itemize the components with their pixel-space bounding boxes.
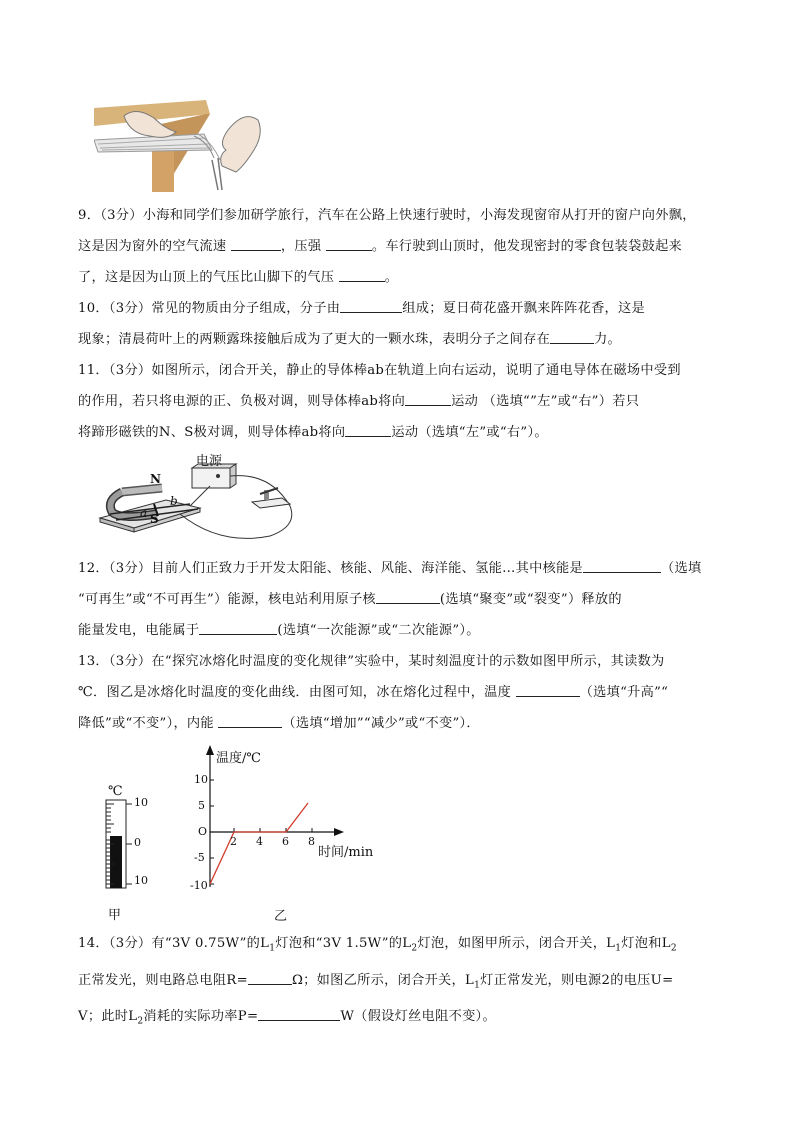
answer-blank[interactable]: [376, 589, 440, 604]
q14-text: 正常发光，则电路总电阻R=: [78, 972, 248, 988]
graph-ylabel: 温度/℃: [216, 751, 261, 766]
label-south: S: [150, 512, 159, 526]
q9-text: 了，这是因为山顶上的气压比山脚下的气压: [78, 270, 339, 285]
answer-blank[interactable]: [550, 329, 594, 344]
q10-text: 力。: [594, 332, 622, 347]
q14-text: 灯正常发光，则电源2的电压U=: [480, 972, 674, 988]
question-14: [78, 928, 718, 1038]
subscript: 2: [137, 1016, 144, 1027]
thermometer-tick-label: 10: [134, 796, 148, 809]
graph-origin-label: O: [198, 825, 208, 838]
q9-text: ，压强: [280, 239, 326, 254]
q11-text: 运动（选填“左”或“右”）。: [391, 425, 548, 440]
q11-text: 运动 （选填“”左”或“右”）若只: [451, 394, 640, 409]
q9-text: 。车行驶到山顶时，他发现密封的零食包装袋鼓起来: [371, 239, 683, 254]
graph-ytick-label: -10: [190, 879, 208, 892]
answer-blank[interactable]: [231, 236, 281, 251]
q12-text: (选填“聚变”或“裂变”）释放的: [439, 592, 622, 607]
q10-text: 组成；夏日荷花盛开飘来阵阵花香，这是: [402, 301, 646, 316]
graph-ytick-label: 5: [198, 799, 205, 812]
graph-xtick-label: 6: [282, 835, 289, 848]
q13-text: 降低”或“不变”），内能: [78, 716, 219, 731]
thermometer-tick-label: 10: [134, 874, 148, 887]
q11-line1: 11．（3分）如图所示，闭合开关，静止的导体棒ab在轨道上向右运动，说明了通电导体在磁场中受到: [78, 363, 681, 378]
graph-xlabel: 时间/min: [318, 845, 374, 860]
graph-xtick-label: 4: [256, 835, 263, 848]
q9-text: 。: [384, 270, 399, 285]
q12-text: （选填: [661, 561, 702, 576]
answer-blank[interactable]: [326, 236, 372, 251]
question-12: [78, 553, 718, 646]
q9-line1: 9．（3分）小海和同学们参加研学旅行，汽车在公路上快速行驶时，小海发现窗帘从打开的窗户向外飘，: [78, 208, 696, 223]
answer-blank[interactable]: [340, 298, 402, 313]
subscript: 1: [269, 943, 276, 954]
subscript: 1: [615, 943, 622, 954]
q13-text: ℃．图乙是冰熔化时温度的变化曲线．由图可知，冰在熔化过程中，温度: [78, 685, 516, 700]
q10-text: 10．（3分）常见的物质由分子组成，分子由: [78, 301, 341, 316]
thermometer-figure: [100, 780, 170, 923]
caption-jia: 甲: [108, 908, 122, 923]
thermometer-tick-label: 0: [134, 836, 141, 849]
graph-ytick-label: -5: [194, 851, 205, 864]
label-rod-b: b: [170, 494, 178, 508]
caption-yi: 乙: [274, 909, 288, 924]
magnet-rail-figure: [96, 452, 306, 548]
graph-xtick-label: 2: [230, 835, 237, 848]
answer-blank[interactable]: [516, 682, 580, 697]
q11-text: 将蹄形磁铁的N、S极对调，则导体棒ab将向: [78, 425, 346, 440]
answer-blank[interactable]: [339, 267, 385, 282]
q12-text: “可再生”或“不可再生”）能源，核电站利用原子核: [78, 592, 376, 607]
q14-text: 灯泡，如图甲所示，闭合开关，L: [417, 936, 616, 951]
q14-text: W（假设灯丝电阻不变）。: [340, 1009, 496, 1025]
question-13: [78, 646, 718, 739]
q10-text: 现象；清晨荷叶上的两颗露珠接触后成为了更大的一颗水珠，表明分子之间存在: [78, 332, 551, 347]
label-north: N: [150, 472, 161, 486]
graph-xtick-label: 8: [308, 835, 315, 848]
answer-blank[interactable]: [405, 391, 451, 406]
answer-blank[interactable]: [218, 713, 282, 728]
q13-text: （选填“增加”“减少”或“不变”）．: [282, 716, 480, 731]
question-9: [78, 200, 718, 293]
q14-text: V；此时L: [78, 1009, 138, 1025]
q12-text: (选填“一次能源”或“二次能源”）。: [277, 623, 480, 638]
answer-blank[interactable]: [345, 422, 391, 437]
q12-text: 12．（3分）目前人们正致力于开发太阳能、核能、风能、海洋能、氢能…其中核能是: [78, 561, 584, 576]
q11-text: 的作用，若只将电源的正、负极对调，则导体棒ab将向: [78, 394, 406, 409]
subscript: 1: [474, 980, 481, 991]
paper-stack-figure: [94, 100, 266, 192]
question-11: [78, 355, 718, 448]
q14-text: 14．（3分）有“3V 0.75W”的L: [78, 936, 270, 951]
label-power-source: 电源: [196, 454, 223, 469]
q14-text: 灯泡和“3V 1.5W”的L: [275, 936, 412, 951]
question-10: [78, 293, 718, 355]
q13-text: （选填“升高”“: [579, 685, 669, 700]
answer-blank[interactable]: [258, 1006, 340, 1021]
q14-text: Ω；如图乙所示，闭合开关，L: [291, 972, 475, 988]
label-rod-a: a: [140, 506, 148, 520]
thermometer-unit: ℃: [108, 784, 123, 799]
q14-text: 灯泡和L: [621, 936, 671, 951]
answer-blank[interactable]: [199, 620, 277, 635]
answer-blank[interactable]: [583, 558, 661, 573]
temperature-graph-figure: [190, 745, 390, 925]
graph-ytick-label: 10: [194, 773, 208, 786]
subscript: 2: [670, 943, 677, 954]
answer-blank[interactable]: [248, 970, 292, 985]
q12-text: 能量发电，电能属于: [78, 623, 200, 638]
q9-text: 这是因为窗外的空气流速: [78, 239, 231, 254]
q14-text: 消耗的实际功率P=: [143, 1009, 259, 1025]
subscript: 2: [411, 943, 418, 954]
q13-line1: 13．（3分）在“探究冰熔化时温度的变化规律”实验中，某时刻温度计的示数如图甲所示，其读数为: [78, 654, 665, 669]
